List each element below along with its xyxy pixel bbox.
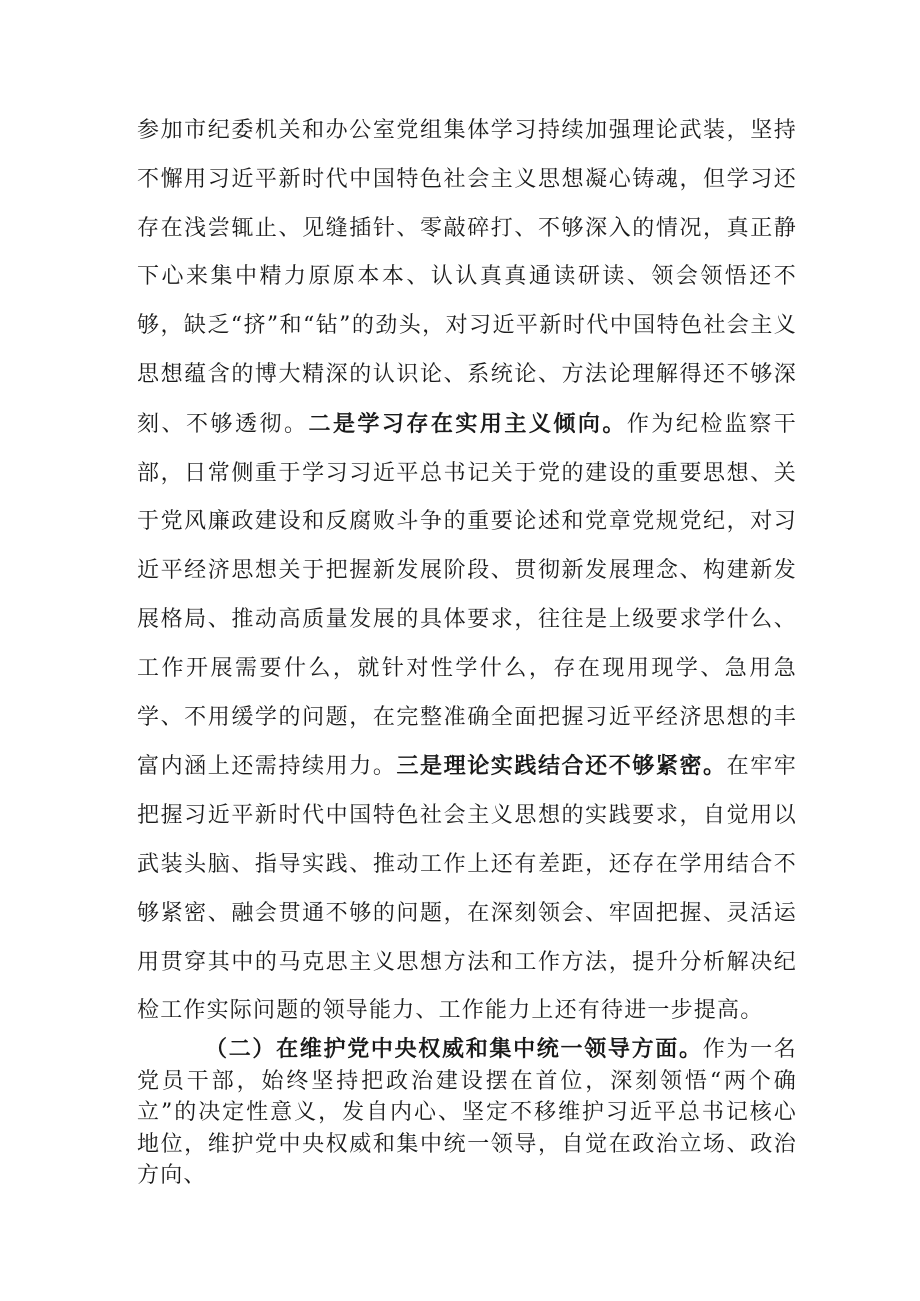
paragraph-1-text-part-3: 在牢牢把握习近平新时代中国特色社会主义思想的实践要求，自觉用以武装头脑、指导实践、推动工作上还有差距，还存在学用结合不够紧密、融会贯通不够的问题，在深刻领会、牢固把握、灵活运用贯穿其中的马克思主义思想方法和工作方法，提升分析解决纪检工作实际问题的领导能力、工作能力上还有待进一步提高。 <box>137 754 797 1024</box>
section-two-heading: （二）在维护党中央权威和集中统一领导方面。 <box>205 1036 703 1062</box>
body-paragraph-2 <box>137 1034 797 1192</box>
point-two-heading: 二是学习存在实用主义倾向。 <box>308 410 627 437</box>
point-three-heading: 三是理论实践结合还不够紧密。 <box>396 753 727 780</box>
paragraph-1-text-part-1: 参加市纪委机关和办公室党组集体学习持续加强理论武装，坚持不懈用习近平新时代中国特色社会主义思想凝心铸魂，但学习还存在浅尝辄止、见缝插针、零敲碎打、不够深入的情况，真正静下心来集中精力原原本本、认认真真通读研读、领会领悟还不够，缺乏“挤”和“钻”的劲头，对习近平新时代中国特色社会主义思想蕴含的博大精深的认识论、系统论、方法论理解得还不够深刻、不够透彻。 <box>137 118 797 437</box>
paragraph-2-text: 作为一名党员干部，始终坚持把政治建设摆在首位，深刻领悟“两个确立”的决定性意义，发自内心、坚定不移维护习近平总书记核心地位，维护党中央权威和集中统一领导，自觉在政治立场、政治方向、 <box>137 1037 798 1188</box>
body-paragraph-1 <box>137 107 797 1036</box>
paragraph-1-text-part-2: 作为纪检监察干部，日常侧重于学习习近平总书记关于党的建设的重要思想、关于党风廉政建设和反腐败斗争的重要论述和党章党规党纪，对习近平经济思想关于把握新发展阶段、贯彻新发展理念、构建新发展格局、推动高质量发展的具体要求，往往是上级要求学什么、工作开展需要什么，就针对性学什么，存在现用现学、急用急学、不用缓学的问题，在完整准确全面把握习近平经济思想的丰富内涵上还需持续用力。 <box>137 411 797 780</box>
